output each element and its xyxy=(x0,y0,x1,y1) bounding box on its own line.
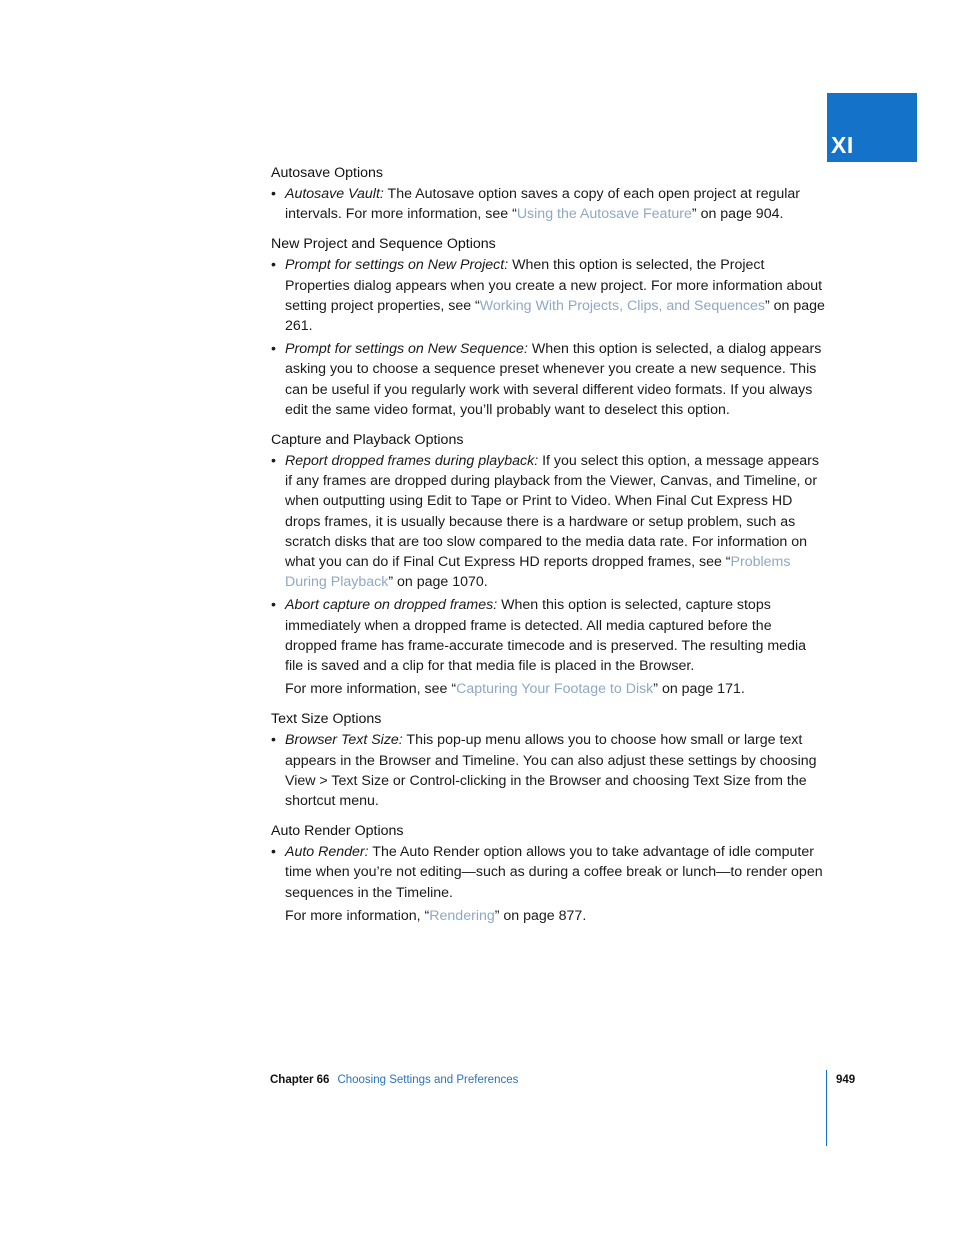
item-text-after: ” on page 261. xyxy=(285,297,825,335)
list-item xyxy=(271,451,827,592)
item-text: When this option is selected, capture stops immediately when a dropped frame is detected. All media captured before the dropped frame has frame-accurate timecode and is preserved. The resulting media file is saved and a clip for that media file is placed in the Browser. xyxy=(285,597,807,675)
more-info-text: For more information, “ xyxy=(285,907,430,924)
chapter-title-link[interactable]: Choosing Settings and Preferences xyxy=(337,1074,519,1086)
page-number: 949 xyxy=(836,1074,856,1086)
bullet-list xyxy=(271,184,827,224)
item-text: This pop-up menu allows you to choose how small or large text appears in the Browser and Timeline. You can also adjust these settings by choosing View > Text Size or Control-clicking in the Browser and choosing Text Size from the shortcut menu. xyxy=(285,732,817,810)
bullet-list xyxy=(271,451,827,676)
item-text: If you select this option, a message appears if any frames are dropped during playback from the Viewer, Canvas, and Timeline, or when outputting using Edit to Tape or Print to Video. When Final Cut Express HD drops frames, it is usually because there is a hardware or setup problem, such as scratch disks that are too slow compared to the media data rate. For information on what you can do if Final Cut Express HD reports dropped frames, see “ xyxy=(285,453,819,571)
section-heading: New Project and Sequence Options xyxy=(271,236,496,253)
item-term: Prompt for settings on New Project: xyxy=(285,257,509,274)
more-info-text: For more information, see “ xyxy=(285,681,457,698)
section-heading: Capture and Playback Options xyxy=(271,432,464,449)
list-item xyxy=(271,339,827,420)
item-text: The Auto Render option allows you to take advantage of idle computer time when you’re not editing—such as during a coffee break or lunch—to render open sequences in the Timeline. xyxy=(285,844,823,901)
section-new-project-sequence-options xyxy=(271,234,827,420)
part-tab xyxy=(827,93,917,162)
bullet-list xyxy=(271,255,827,420)
item-term: Prompt for settings on New Sequence: xyxy=(285,341,528,358)
bullet-list xyxy=(271,730,827,811)
list-item xyxy=(271,255,827,336)
section-capture-playback-options xyxy=(271,430,827,699)
more-info-paragraph xyxy=(271,906,827,926)
item-text-after: ” on page 904. xyxy=(691,206,784,223)
section-auto-render-options xyxy=(271,821,827,926)
chapter-number: Chapter 66 xyxy=(270,1074,330,1086)
list-item xyxy=(271,595,827,676)
item-term: Report dropped frames during playback: xyxy=(285,453,539,470)
list-item xyxy=(271,184,827,224)
item-term: Abort capture on dropped frames: xyxy=(285,597,498,614)
section-heading: Autosave Options xyxy=(271,165,383,181)
list-item xyxy=(271,842,827,903)
section-heading: Text Size Options xyxy=(271,711,382,728)
cross-reference-link[interactable]: Rendering xyxy=(429,907,495,924)
item-term: Browser Text Size: xyxy=(285,732,403,749)
footer-chapter xyxy=(270,1072,518,1088)
cross-reference-link[interactable]: Using the Autosave Feature xyxy=(516,206,692,223)
cross-reference-link[interactable]: Working With Projects, Clips, and Sequences xyxy=(479,297,765,314)
item-text-after: ” on page 1070. xyxy=(388,574,488,591)
section-text-size-options xyxy=(271,709,827,811)
more-info-text-after: ” on page 171. xyxy=(653,681,745,698)
item-term: Auto Render: xyxy=(285,844,369,861)
item-term: Autosave Vault: xyxy=(285,186,384,202)
cross-reference-link[interactable]: Capturing Your Footage to Disk xyxy=(456,681,654,698)
item-text: The Autosave option saves a copy of each open project at regular intervals. For more information, see “ xyxy=(285,186,801,223)
part-tab-label: XI xyxy=(831,132,854,158)
page-content xyxy=(271,163,827,936)
more-info-paragraph xyxy=(271,679,827,699)
cross-reference-link[interactable]: Problems During Playback xyxy=(285,554,791,591)
item-text: When this option is selected, a dialog appears asking you to choose a sequence preset whenever you create a new sequence. This can be useful if you regularly work with several different video formats. If you always edit the same video format, you’ll probably want to deselect this option. xyxy=(285,341,822,418)
item-text: When this option is selected, the Project Properties dialog appears when you create a new project. For more information about setting project properties, see “ xyxy=(285,257,823,314)
more-info-text-after: ” on page 877. xyxy=(494,907,587,924)
section-autosave-options xyxy=(271,163,827,224)
bullet-list xyxy=(271,842,827,903)
list-item xyxy=(271,730,827,811)
section-heading: Auto Render Options xyxy=(271,823,404,840)
footer-divider xyxy=(826,1070,827,1146)
